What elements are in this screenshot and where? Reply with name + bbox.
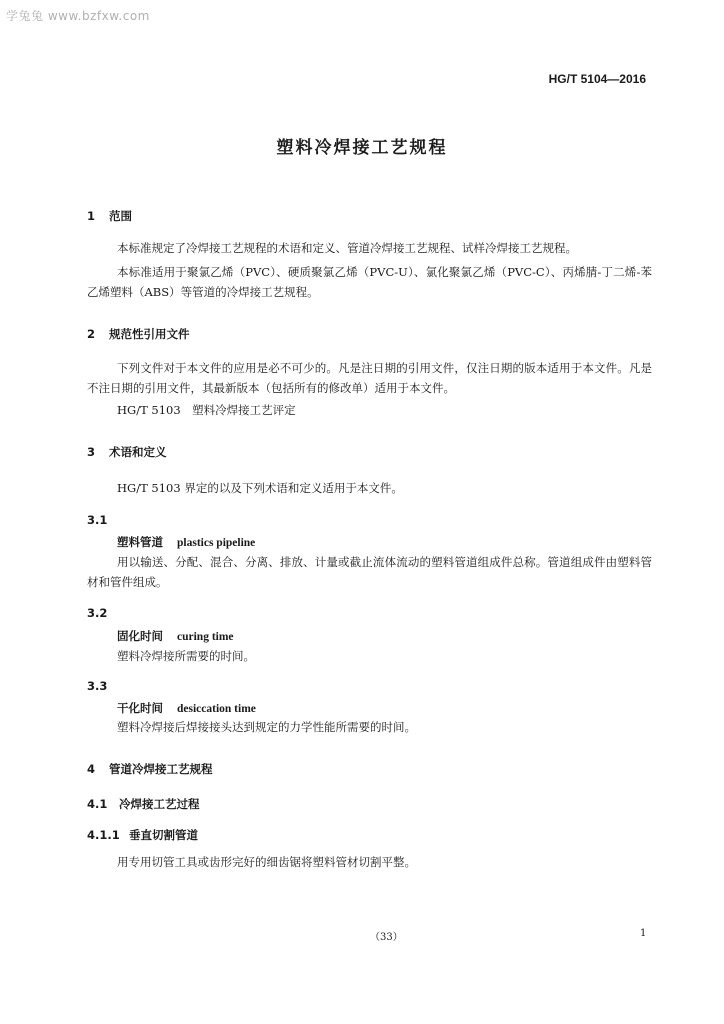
section-2-number: 2 xyxy=(87,327,96,341)
subsection-4-1-1-paragraph: 用专用切管工具或齿形完好的细齿锯将塑料管材切割平整。 xyxy=(117,855,416,869)
section-1-title: 范围 xyxy=(109,209,132,223)
subsection-4-1-1-heading xyxy=(87,827,198,843)
term-3-1-cn: 塑料管道 xyxy=(117,535,163,549)
term-3-2-number: 3.2 xyxy=(87,606,108,620)
term-3-2-en: curing time xyxy=(177,631,234,643)
section-4-heading xyxy=(87,761,213,777)
subsection-4-1-number: 4.1 xyxy=(87,797,108,811)
term-3-3-definition: 塑料冷焊接后焊接接头达到规定的力学性能所需要的时间。 xyxy=(117,720,416,734)
subsection-4-1-title: 冷焊接工艺过程 xyxy=(119,797,200,811)
term-3-3-name xyxy=(117,700,256,716)
section-3-paragraph-1: HG/T 5103 界定的以及下列术语和定义适用于本文件。 xyxy=(117,481,403,495)
term-3-2-cn: 固化时间 xyxy=(117,629,163,643)
term-3-2-name xyxy=(117,628,234,644)
term-3-1-number: 3.1 xyxy=(87,513,108,527)
section-2-title: 规范性引用文件 xyxy=(109,327,190,341)
term-3-3-number: 3.3 xyxy=(87,679,108,693)
section-4-title: 管道冷焊接工艺规程 xyxy=(109,762,213,776)
subsection-4-1-heading xyxy=(87,796,200,812)
watermark-text: 学兔兔 www.bzfxw.com xyxy=(6,9,150,23)
section-1-heading xyxy=(87,208,132,224)
section-2-paragraph-1: 下列文件对于本文件的应用是必不可少的。凡是注日期的引用文件，仅注日期的版本适用于本文件。凡是不注日期的引用文件，其最新版本（包括所有的修改单）适用于本文件。 xyxy=(87,361,652,395)
term-3-1-name xyxy=(117,534,255,550)
footer-page-number: 1 xyxy=(640,928,647,939)
standard-code: HG/T 5104—2016 xyxy=(548,72,646,86)
section-4-number: 4 xyxy=(87,762,96,776)
footer-page-mark: （33） xyxy=(370,932,403,943)
subsection-4-1-1-number: 4.1.1 xyxy=(87,828,120,842)
term-3-3-en: desiccation time xyxy=(177,703,256,715)
document-title: 塑料冷焊接工艺规程 xyxy=(276,138,448,158)
section-1-paragraph-2: 本标准适用于聚氯乙烯（PVC）、硬质聚氯乙烯（PVC-U）、氯化聚氯乙烯（PVC-C）、丙烯腈-丁二烯-苯乙烯塑料（ABS）等管道的冷焊接工艺规程。 xyxy=(87,265,652,299)
term-3-2-definition: 塑料冷焊接所需要的时间。 xyxy=(117,649,255,663)
term-3-3-cn: 干化时间 xyxy=(117,701,163,715)
section-1-paragraph-1: 本标准规定了冷焊接工艺规程的术语和定义、管道冷焊接工艺规程、试样冷焊接工艺规程。 xyxy=(117,241,577,255)
section-3-heading xyxy=(87,444,167,460)
term-3-1-en: plastics pipeline xyxy=(177,537,256,549)
section-3-title: 术语和定义 xyxy=(109,445,167,459)
section-3-number: 3 xyxy=(87,445,96,459)
subsection-4-1-1-title: 垂直切割管道 xyxy=(129,828,198,842)
section-2-reference: HG/T 5103 塑料冷焊接工艺评定 xyxy=(117,403,296,417)
term-3-1-definition: 用以输送、分配、混合、分离、排放、计量或截止流体流动的塑料管道组成件总称。管道组成件由塑料管材和管件组成。 xyxy=(87,555,652,589)
section-2-heading xyxy=(87,326,190,342)
section-1-number: 1 xyxy=(87,209,96,223)
